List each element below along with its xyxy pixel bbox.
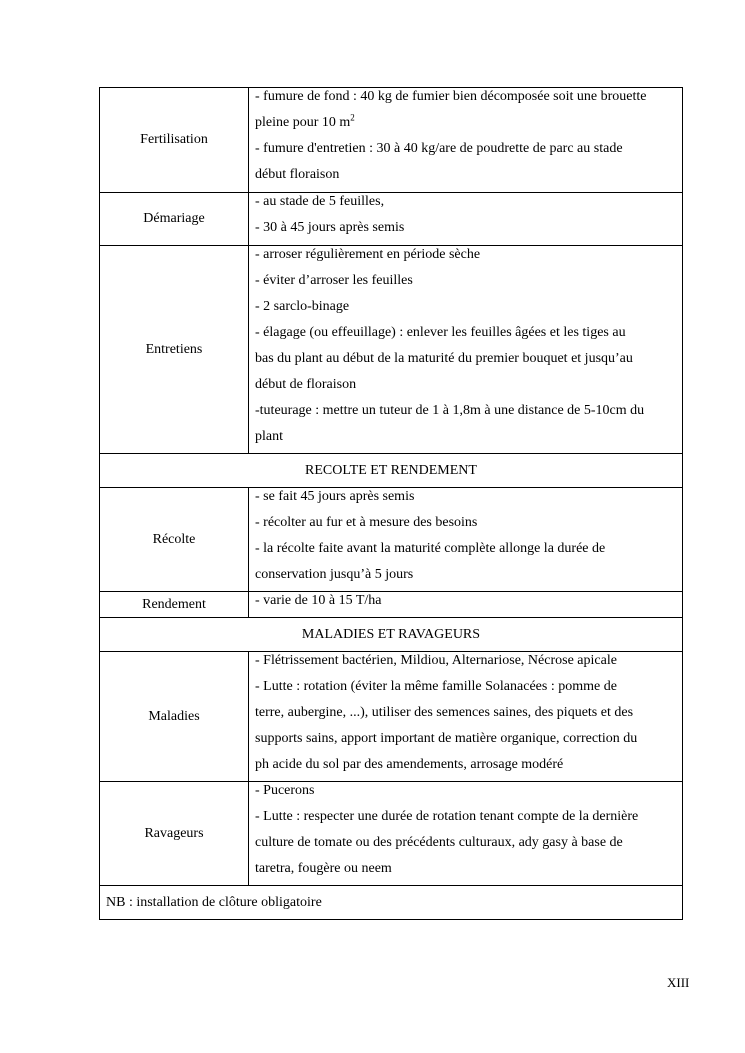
content-line: - élagage (ou effeuillage) : enlever les feuilles âgées et les tiges au	[255, 325, 626, 340]
content-line: conservation jusqu’à 5 jours	[255, 567, 414, 582]
section-header-maladies	[100, 618, 683, 652]
content-line: -tuteurage : mettre un tuteur de 1 à 1,8m à une distance de 5-10cm du	[255, 403, 645, 418]
row-label: Maladies	[100, 652, 249, 782]
content-line: - récolter au fur et à mesure des besoins	[255, 515, 478, 530]
content-line: supports sains, apport important de matière organique, correction du	[255, 731, 638, 746]
row-content	[249, 193, 683, 246]
row-label: Fertilisation	[100, 88, 249, 193]
content-line: - arroser régulièrement en période sèche	[255, 247, 481, 262]
superscript: 2	[350, 112, 355, 123]
content-line: - 30 à 45 jours après semis	[255, 220, 405, 235]
content-line: début de floraison	[255, 377, 357, 392]
table-row-maladies	[100, 652, 683, 782]
section-header-recolte	[100, 454, 683, 488]
content-line: plant	[255, 429, 283, 444]
table-row-demariage	[100, 193, 683, 246]
row-label: Démariage	[100, 193, 249, 246]
table-row-ravageurs	[100, 782, 683, 886]
table-row-entretiens	[100, 246, 683, 454]
page-number: XIII	[667, 975, 690, 990]
content-line: - se fait 45 jours après semis	[255, 489, 415, 504]
section-title: RECOLTE ET RENDEMENT	[100, 454, 683, 488]
content-line: ph acide du sol par des amendements, arrosage modéré	[255, 757, 564, 772]
row-content	[249, 88, 683, 193]
nb-note: NB : installation de clôture obligatoire	[100, 886, 683, 920]
row-content	[249, 782, 683, 886]
content-line: - Lutte : respecter une durée de rotation tenant compte de la dernière	[255, 809, 639, 824]
row-content	[249, 592, 683, 618]
content-line: terre, aubergine, ...), utiliser des semences saines, des piquets et des	[255, 705, 634, 720]
table-row-rendement	[100, 592, 683, 618]
row-label: Rendement	[100, 592, 249, 618]
content-line: - varie de 10 à 15 T/ha	[255, 593, 382, 608]
content-line: - la récolte faite avant la maturité complète allonge la durée de	[255, 541, 606, 556]
content-line: - Pucerons	[255, 783, 315, 798]
table-row-nb	[100, 886, 683, 920]
content-line: - éviter d’arroser les feuilles	[255, 273, 413, 288]
section-title: MALADIES ET RAVAGEURS	[100, 618, 683, 652]
content-line: début floraison	[255, 167, 340, 182]
row-label: Ravageurs	[100, 782, 249, 886]
content-text: pleine pour 10 m	[255, 115, 351, 130]
content-line: bas du plant au début de la maturité du premier bouquet et jusqu’au	[255, 351, 633, 366]
table-row-recolte	[100, 488, 683, 592]
content-line: - fumure de fond : 40 kg de fumier bien décomposée soit une brouette	[255, 89, 647, 104]
content-line: - Flétrissement bactérien, Mildiou, Alternariose, Nécrose apicale	[255, 653, 617, 668]
row-content	[249, 488, 683, 592]
row-content	[249, 246, 683, 454]
row-label: Entretiens	[100, 246, 249, 454]
table-row-fertilisation	[100, 88, 683, 193]
crop-guide-table	[99, 87, 683, 920]
content-line: - au stade de 5 feuilles,	[255, 194, 385, 209]
content-line: - fumure d'entretien : 30 à 40 kg/are de poudrette de parc au stade	[255, 141, 623, 156]
content-line: culture de tomate ou des précédents culturaux, ady gasy à base de	[255, 835, 623, 850]
row-content	[249, 652, 683, 782]
content-line	[255, 110, 682, 136]
row-label: Récolte	[100, 488, 249, 592]
content-line: taretra, fougère ou neem	[255, 861, 392, 876]
content-line: - 2 sarclo-binage	[255, 299, 350, 314]
content-line: - Lutte : rotation (éviter la même famille Solanacées : pomme de	[255, 679, 617, 694]
